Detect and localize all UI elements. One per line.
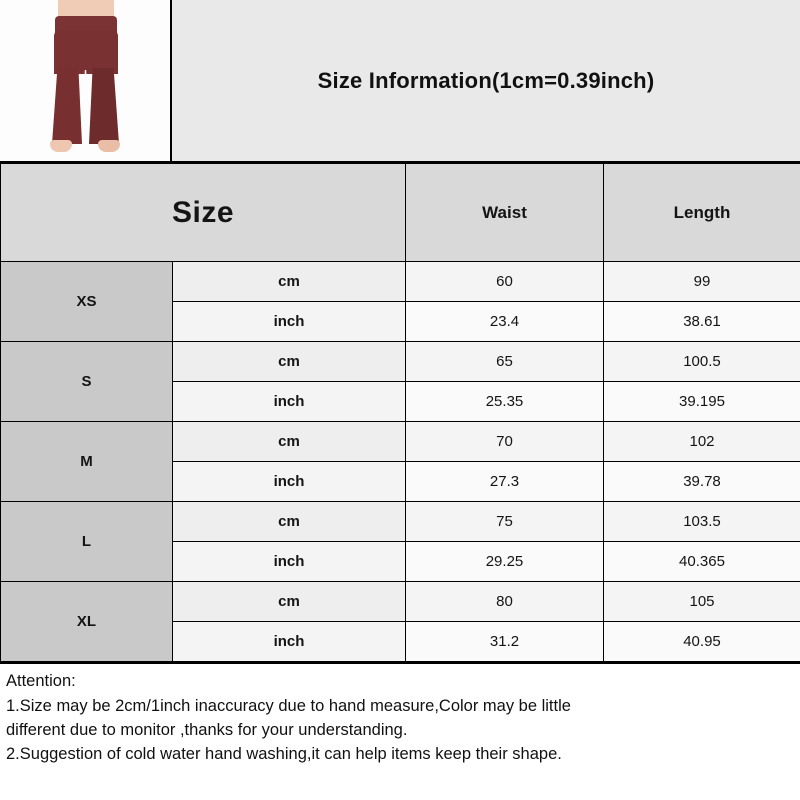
size-label-s: S	[1, 342, 173, 422]
table-row	[1, 422, 800, 462]
length-value: 103.5	[604, 502, 800, 542]
table-row	[1, 502, 800, 542]
attention-heading: Attention:	[6, 672, 76, 690]
table-body	[1, 262, 800, 662]
chart-title-cell	[172, 0, 800, 161]
attention-note-1: 1.Size may be 2cm/1inch inaccuracy due to hand measure,Color may be little	[6, 696, 571, 715]
attention-note-2: 2.Suggestion of cold water hand washing,it can help items keep their shape.	[6, 744, 562, 763]
product-photo-cell	[0, 0, 172, 161]
waist-value: 25.35	[406, 382, 604, 422]
column-header-waist: Waist	[406, 164, 604, 262]
waist-value: 31.2	[406, 622, 604, 662]
table-row	[1, 582, 800, 622]
waist-value: 29.25	[406, 542, 604, 582]
size-label-xs: XS	[1, 262, 173, 342]
page-title: Size Information(1cm=0.39inch)	[317, 67, 655, 93]
waist-value: 80	[406, 582, 604, 622]
table-row	[1, 342, 800, 382]
waist-value: 75	[406, 502, 604, 542]
attention-block	[0, 662, 800, 800]
model-photo-icon	[0, 0, 172, 161]
length-value: 40.365	[604, 542, 800, 582]
attention-note-1-cont: different due to monitor ,thanks for your understanding.	[6, 720, 408, 739]
column-header-length: Length	[604, 164, 800, 262]
unit-label: cm	[173, 262, 406, 302]
table-header-row	[1, 164, 800, 262]
length-value: 100.5	[604, 342, 800, 382]
size-label-xl: XL	[1, 582, 173, 662]
unit-label: cm	[173, 422, 406, 462]
length-value: 105	[604, 582, 800, 622]
length-value: 39.78	[604, 462, 800, 502]
table-row	[1, 262, 800, 302]
length-value: 40.95	[604, 622, 800, 662]
header-row	[0, 0, 800, 163]
unit-label: inch	[173, 462, 406, 502]
length-value: 99	[604, 262, 800, 302]
waist-value: 70	[406, 422, 604, 462]
size-label-m: M	[1, 422, 173, 502]
length-value: 39.195	[604, 382, 800, 422]
unit-label: cm	[173, 342, 406, 382]
unit-label: inch	[173, 302, 406, 342]
waist-value: 27.3	[406, 462, 604, 502]
waist-value: 60	[406, 262, 604, 302]
unit-label: inch	[173, 382, 406, 422]
size-table	[0, 163, 800, 662]
waist-value: 23.4	[406, 302, 604, 342]
unit-label: inch	[173, 542, 406, 582]
size-label-l: L	[1, 502, 173, 582]
length-value: 102	[604, 422, 800, 462]
unit-label: inch	[173, 622, 406, 662]
column-header-size: Size	[1, 164, 406, 262]
unit-label: cm	[173, 582, 406, 622]
waist-value: 65	[406, 342, 604, 382]
table-head	[1, 164, 800, 262]
unit-label: cm	[173, 502, 406, 542]
length-value: 38.61	[604, 302, 800, 342]
